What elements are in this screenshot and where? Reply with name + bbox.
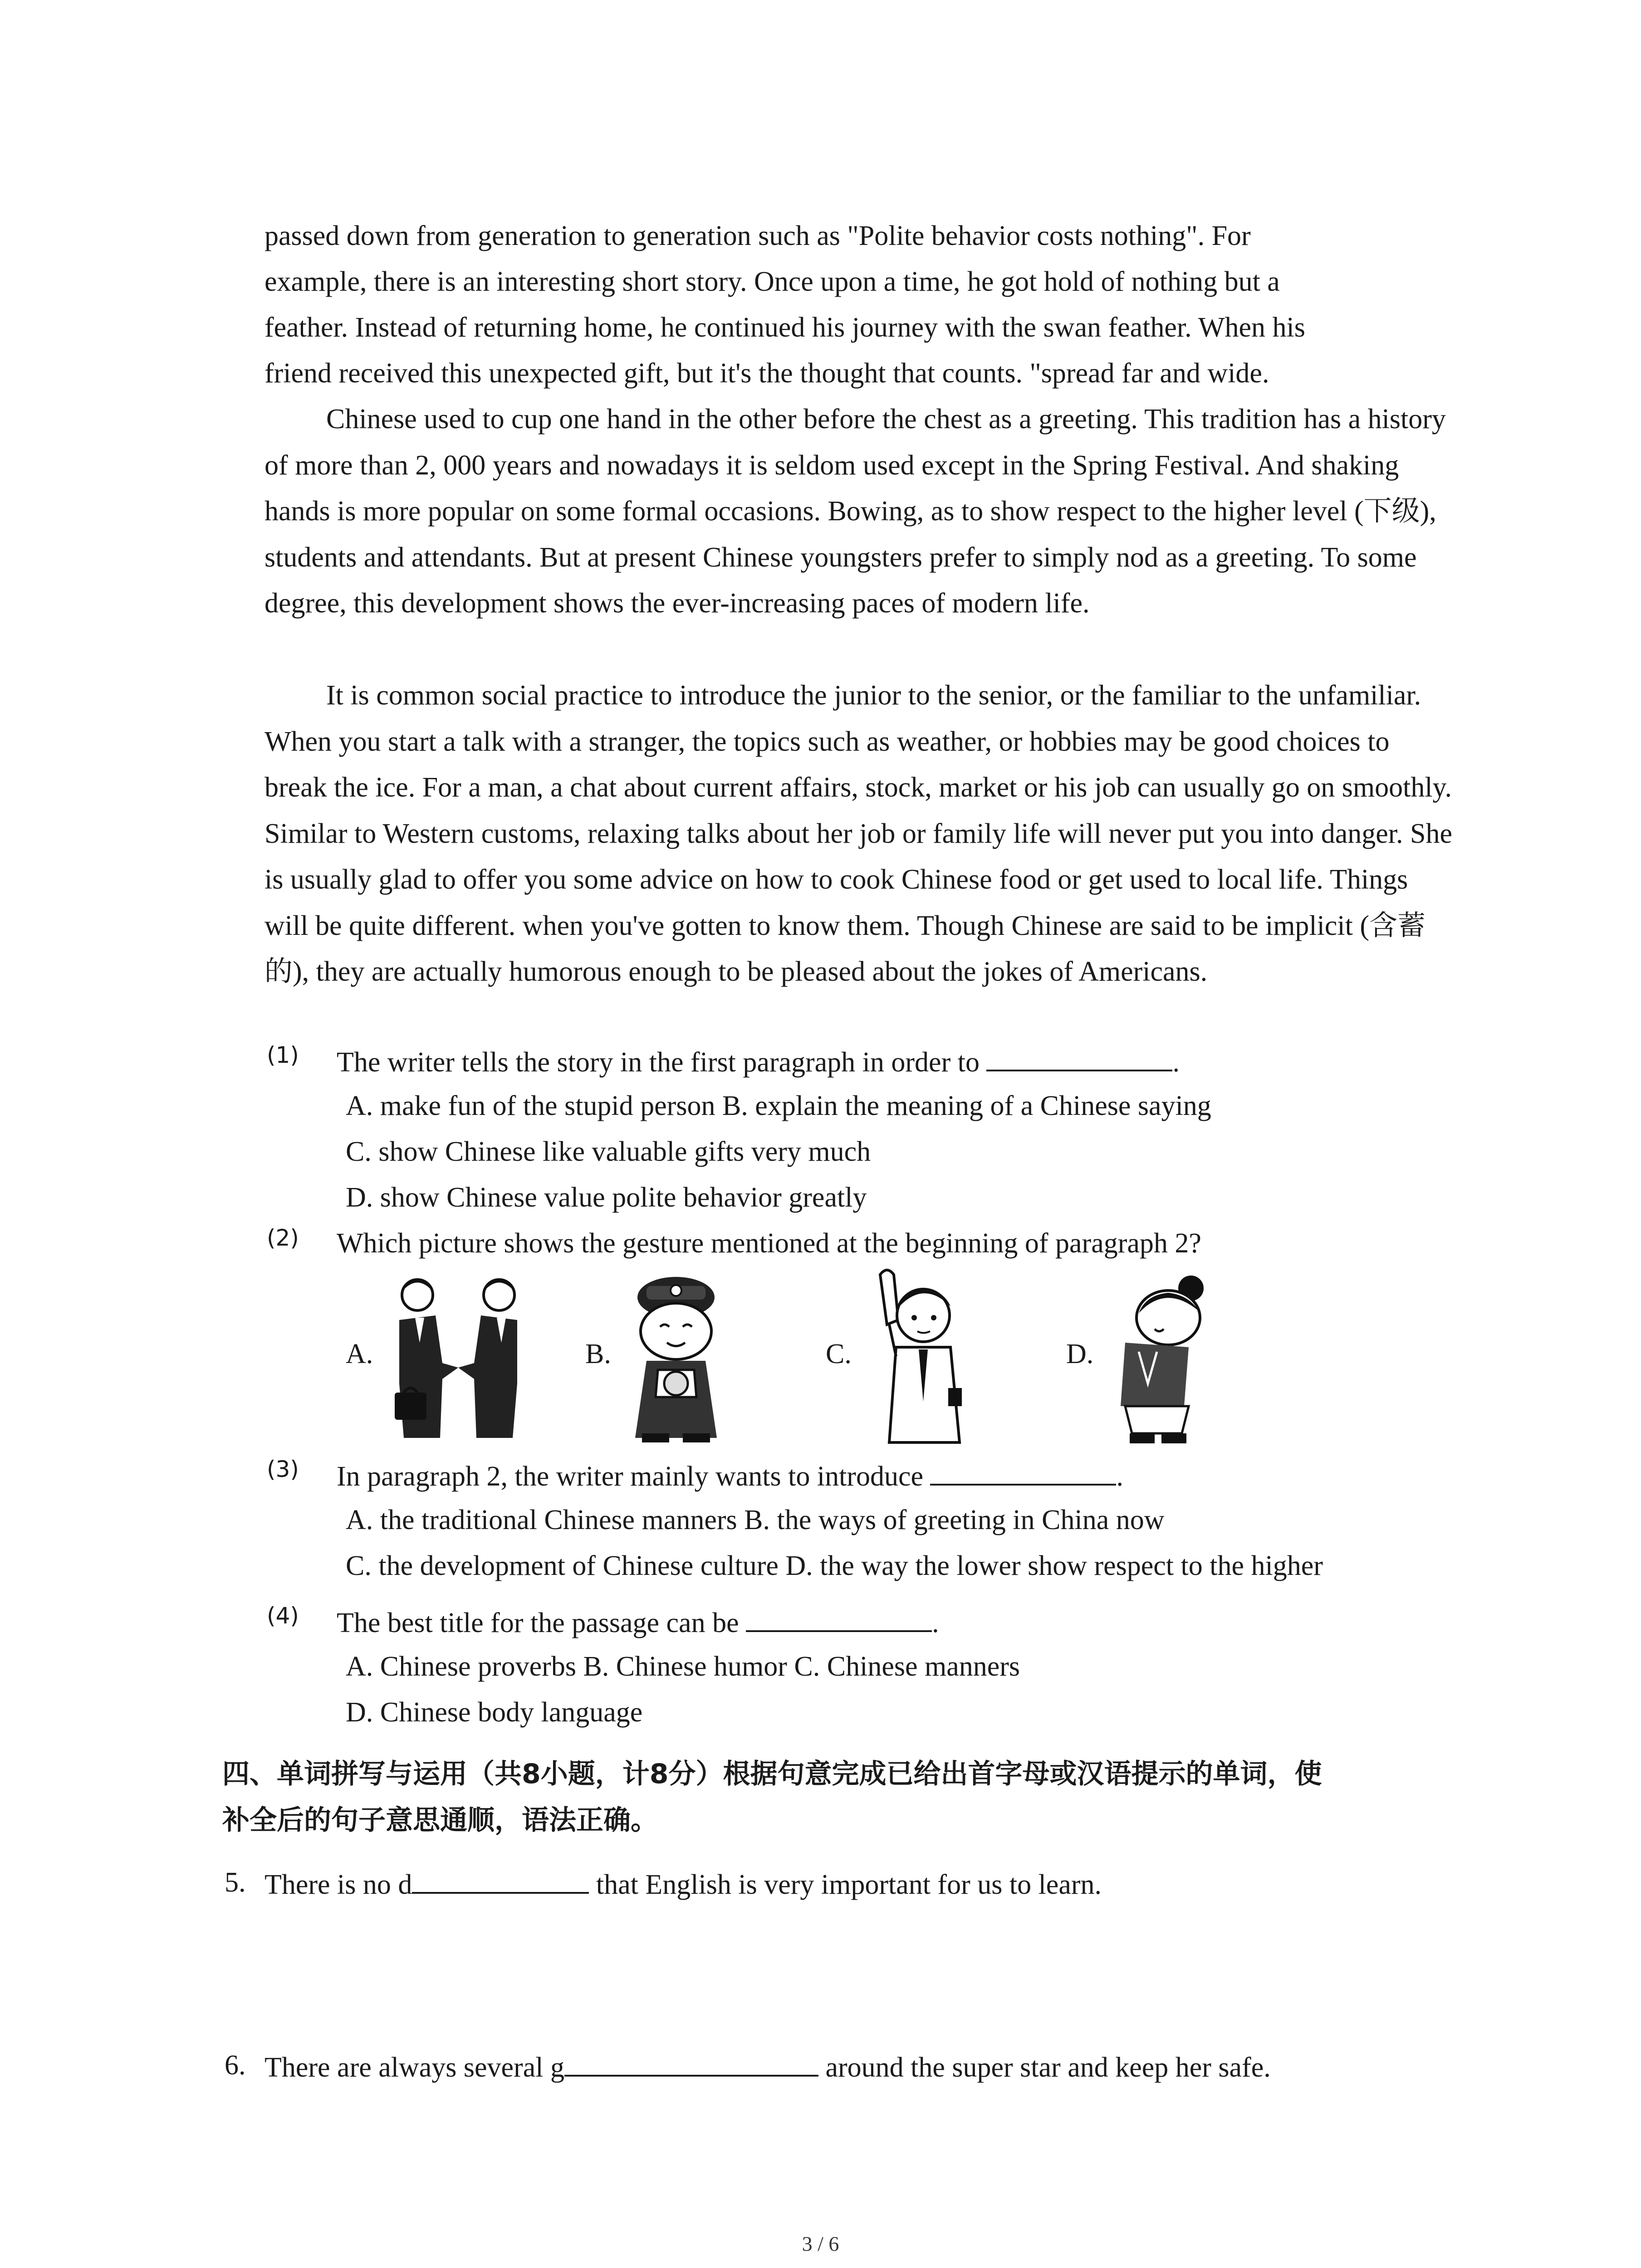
handshake-illustration-icon	[386, 1270, 531, 1442]
question-text	[337, 1458, 1123, 1493]
item-number: 6.	[225, 2050, 246, 2081]
item-number: 5.	[225, 1867, 246, 1898]
paragraph-1-line: passed down from generation to generation such as "Polite behavior costs nothing". For	[265, 220, 1251, 251]
item-prefix: There is no d	[265, 1869, 412, 1900]
paragraph-3-text: It is common social practice to introduce the junior to the senior, or the familiar to the unfamiliar. When you start a talk with a stranger, the topics such as weather, or hobbies may be good choices to break the ice. For a man, a chat about current affairs, stock, market or his job can usually go on smoothly. Similar to Western customs, relaxing talks about her job or family life will never put you into danger. She is usually glad to offer you some advice on how to cook Chinese food or get used to local life. Things will be quite different. when you've gotten to know them. Though Chinese are said to be implicit (含蓄的), they are actually humorous enough to be pleased about the jokes of Americans.	[265, 680, 1453, 987]
question-text: Which picture shows the gesture mentioned at the beginning of paragraph 2?	[337, 1228, 1201, 1259]
question-end: .	[1116, 1461, 1123, 1492]
question-text	[337, 1044, 1180, 1079]
section-4-heading-line-1: 四、单词拼写与运用（共8小题，计8分）根据句意完成已给出首字母或汉语提示的单词，使	[222, 1758, 1322, 1790]
paragraph-2-text: Chinese used to cup one hand in the other before the chest as a greeting. This tradition has a history of more than 2, 000 years and nowadays it is seldom used except in the Spring Festival. And shaking hands is more popular on some formal occasions. Bowing, as to show respect to the higher level (下级), students and attendants. But at present Chinese youngsters prefer to simply nod as a greeting. To some degree, this development shows the ever-increasing paces of modern life.	[265, 404, 1446, 619]
question-stem: The best title for the passage can be	[337, 1608, 739, 1638]
picture-label-b: B.	[585, 1339, 611, 1369]
option-line: D. Chinese body language	[346, 1697, 643, 1728]
paragraph-1-line: feather. Instead of returning home, he continued his journey with the swan feather. When his	[265, 312, 1305, 343]
paragraph-1-line: example, there is an interesting short story. Once upon a time, he got hold of nothing but a	[265, 266, 1280, 297]
item-suffix: that English is very important for us to learn.	[589, 1869, 1102, 1900]
question-number: (2)	[267, 1225, 299, 1251]
question-stem: In paragraph 2, the writer mainly wants to introduce	[337, 1461, 923, 1492]
question-end: .	[932, 1608, 939, 1638]
item-text	[265, 1867, 1102, 1901]
salute-illustration-icon	[862, 1266, 980, 1447]
item-prefix: There are always several g	[265, 2052, 564, 2083]
option-line: D. show Chinese value polite behavior greatly	[346, 1182, 867, 1213]
bowing-illustration-icon	[1098, 1270, 1225, 1447]
passage-paragraph-2	[265, 396, 1453, 627]
section-4-heading-line-2: 补全后的句子意思通顺，语法正确。	[222, 1804, 658, 1836]
picture-label-a: A.	[346, 1339, 373, 1369]
cupped-hands-greeting-illustration-icon	[615, 1270, 737, 1447]
question-end: .	[1172, 1047, 1180, 1078]
passage-paragraph-3	[265, 673, 1453, 995]
option-line: C. the development of Chinese culture D. the way the lower show respect to the higher	[346, 1550, 1323, 1581]
question-number: (3)	[267, 1456, 299, 1482]
question-number: (4)	[267, 1603, 299, 1629]
option-line: C. show Chinese like valuable gifts very much	[346, 1136, 871, 1167]
answer-blank[interactable]	[412, 1867, 589, 1894]
answer-blank[interactable]	[930, 1458, 1116, 1486]
answer-blank[interactable]	[986, 1044, 1172, 1071]
question-stem: The writer tells the story in the first paragraph in order to	[337, 1047, 980, 1078]
question-text	[337, 1605, 939, 1639]
answer-blank[interactable]	[564, 2049, 818, 2077]
answer-blank[interactable]	[746, 1605, 932, 1632]
item-text	[265, 2049, 1271, 2084]
option-line: A. Chinese proverbs B. Chinese humor C. Chinese manners	[346, 1651, 1020, 1682]
option-line: A. make fun of the stupid person B. explain the meaning of a Chinese saying	[346, 1090, 1211, 1121]
picture-label-d: D.	[1066, 1339, 1094, 1369]
question-number: (1)	[267, 1042, 299, 1068]
page-number: 3 / 6	[802, 2232, 839, 2255]
option-line: A. the traditional Chinese manners B. the ways of greeting in China now	[346, 1505, 1165, 1535]
picture-label-c: C.	[826, 1339, 852, 1369]
item-suffix: around the super star and keep her safe.	[818, 2052, 1271, 2083]
paragraph-1-line: friend received this unexpected gift, but it's the thought that counts. "spread far and wide.	[265, 358, 1269, 389]
